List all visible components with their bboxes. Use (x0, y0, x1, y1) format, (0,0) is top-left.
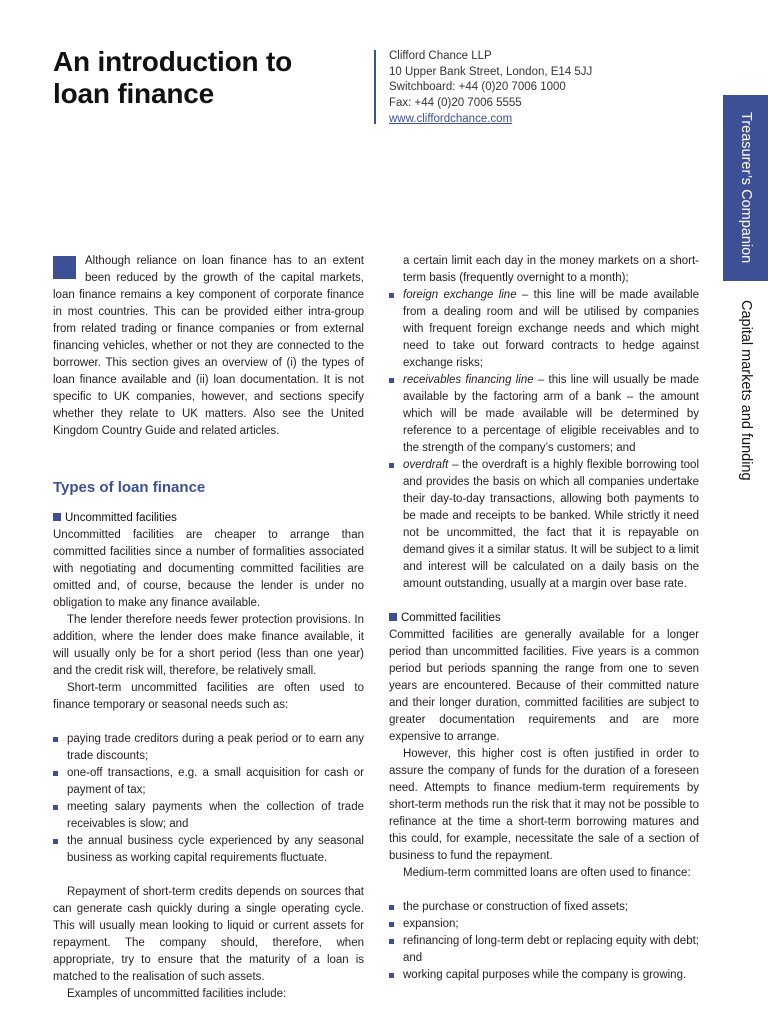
address-divider (374, 50, 376, 124)
title-line-2: loan finance (53, 78, 214, 109)
fax-number: Fax: +44 (0)20 7006 5555 (389, 97, 522, 110)
section-label: Capital markets and funding (738, 300, 754, 481)
street-address: 10 Upper Bank Street, London, E14 5JJ (389, 65, 593, 78)
list-item: the purchase or construction of fixed assets; (389, 899, 699, 916)
facility-term: receivables financing line (403, 374, 534, 386)
committed-para-1: Committed facilities are generally available for a longer period than uncommitted facilities. Five years is a common period but periods spanning the range from one to seven years are encountered. Because of their committed nature and their longer duration, committed facilities are subject to greater documentation requirements and are more expensive to arrange. (389, 629, 699, 743)
committed-para-2: However, this higher cost is often justified in order to assure the company of funds for the duration of a foreseen need. Attempts to finance medium-term requirements by short-term methods run the risk that it may not be possible to refinance at the time a short-term borrowing matures and this could, for example, necessitate the sale of a section of business to fund the repayment. (389, 748, 699, 862)
committed-heading-text: Committed facilities (401, 612, 501, 624)
examples-paragraph: Examples of uncommitted facilities include: (67, 988, 287, 1000)
medium-term-uses-list (389, 899, 699, 984)
committed-heading (389, 610, 699, 627)
continued-text: a certain limit each day in the money markets on a short-term basis (frequently overnight to a month); (403, 255, 699, 284)
list-item: foreign exchange line – this line will be made available from a dealing room and will be utilised by companies with frequent foreign exchange needs and which might need to take out forward contracts to hedge against exchange risks; (389, 287, 699, 372)
bullet-icon (389, 293, 394, 298)
drop-square-icon (53, 256, 76, 279)
bullet-icon (53, 839, 58, 844)
bullet-icon (389, 939, 394, 944)
uncommitted-para-3: Short-term uncommitted facilities are often used to finance temporary or seasonal needs such as: (53, 682, 364, 711)
switchboard-number: Switchboard: +44 (0)20 7006 1000 (389, 81, 566, 94)
company-name: Clifford Chance LLP (389, 50, 492, 62)
bullet-icon (389, 378, 394, 383)
square-bullet-icon (53, 513, 61, 521)
list-item: paying trade creditors during a peak period or to earn any trade discounts; (53, 731, 364, 765)
publication-tab (723, 95, 768, 281)
uncommitted-para-1: Uncommitted facilities are cheaper to arrange than committed facilities since a number of formalities associated with negotiating and documenting committed facilities are omitted and, of course, because the lender is under no obligation to make any finance available. (53, 529, 364, 609)
square-bullet-icon (389, 613, 397, 621)
list-item: expansion; (389, 916, 699, 933)
bullet-icon (53, 805, 58, 810)
uncommitted-heading (53, 510, 364, 527)
bullet-icon (389, 463, 394, 468)
intro-paragraph (53, 253, 364, 440)
intro-text: been reduced by the growth of the capital markets, loan finance remains a key component of corporate finance in most countries. This can be provided either intra-group from related trading or finance companies or from external financing vehicles, whether or not they are connected to the borrower. This section gives an overview of (i) the types of loan finance available and (ii) loan documentation. It is not specific to UK companies, however, and sections specify whether they relate to UK matters. Also see the United Kingdom Country Guide and related articles. (53, 272, 364, 437)
committed-para-3: Medium-term committed loans are often used to finance: (403, 867, 691, 879)
bullet-icon (53, 737, 58, 742)
bullet-icon (53, 771, 58, 776)
address-block (389, 49, 592, 128)
section-heading: Types of loan finance (53, 479, 206, 496)
list-item: working capital purposes while the company is growing. (389, 967, 699, 984)
uncommitted-heading-text: Uncommitted facilities (65, 512, 177, 524)
publication-tab-label: Treasurer’s Companion (738, 112, 754, 264)
website-link[interactable]: www.cliffordchance.com (389, 112, 513, 125)
right-column (389, 253, 699, 984)
facility-term: foreign exchange line (403, 289, 517, 301)
page-title (53, 46, 292, 110)
facilities-list (389, 287, 699, 593)
uncommitted-para-2: The lender therefore needs fewer protection provisions. In addition, where the lender does make finance available, it will usually only be for a short period (less than one year) and the credit risk will, therefore, be relatively small. (53, 614, 364, 677)
list-item: the annual business cycle experienced by any seasonal business as working capital requirements fluctuate. (53, 833, 364, 867)
list-item: overdraft – the overdraft is a highly flexible borrowing tool and provides the basis on which all companies undertake their day-to-day transactions, allowing both payments to be made and receipts to be banked. While strictly it need not be uncommitted, the fact that it is repayable on demand gives it a similar status. It will be subject to a limit and interest will be calculated on a daily basis on the amount outstanding, usually at a margin over base rate. (389, 457, 699, 593)
list-item: receivables financing line – this line will usually be made available by the factoring arm of a bank – the amount which will be made available will be determined by reference to a percentage of eligible receivables and to the strength of the company’s customers; and (389, 372, 699, 457)
left-column (53, 253, 364, 1003)
bullet-icon (389, 973, 394, 978)
list-item: meeting salary payments when the collection of trade receivables is slow; and (53, 799, 364, 833)
uses-list (53, 731, 364, 867)
repayment-paragraph: Repayment of short-term credits depends on sources that can generate cash quickly during a single operating cycle. This will usually mean looking to liquid or current assets for repayment. The company should, therefore, when appropriate, try to ensure that the maturity of a loan is matched to the realisation of such assets. (53, 886, 364, 983)
list-item: refinancing of long-term debt or replacing equity with debt; and (389, 933, 699, 967)
facility-term: overdraft (403, 459, 449, 471)
bullet-icon (389, 905, 394, 910)
title-line-1: An introduction to (53, 46, 293, 77)
list-item: one-off transactions, e.g. a small acquisition for cash or payment of tax; (53, 765, 364, 799)
intro-first-line: Although reliance on loan finance has to an extent (85, 255, 364, 267)
bullet-icon (389, 922, 394, 927)
